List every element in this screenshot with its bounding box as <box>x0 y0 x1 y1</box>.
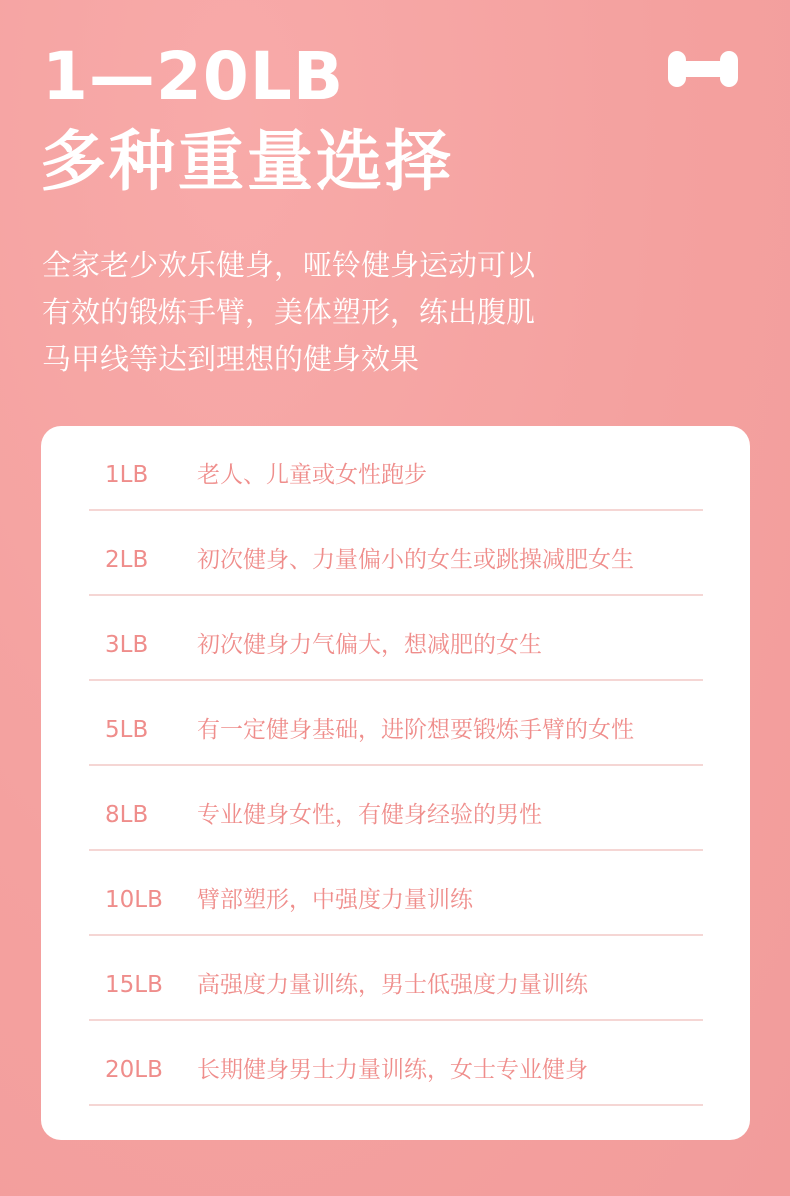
table-row <box>89 936 703 1021</box>
weight-label: 5LB <box>105 717 149 743</box>
table-row <box>89 681 703 766</box>
weight-label: 15LB <box>105 972 163 998</box>
weight-label: 1LB <box>105 462 149 488</box>
weight-description: 长期健身男士力量训练，女士专业健身 <box>197 1057 588 1083</box>
table-row <box>89 1021 703 1106</box>
table-row <box>89 851 703 936</box>
weight-description: 高强度力量训练，男士低强度力量训练 <box>197 972 588 998</box>
weight-label: 8LB <box>105 802 149 828</box>
headline: 1—20LB <box>42 38 345 115</box>
description-line: 马甲线等达到理想的健身效果 <box>42 342 420 376</box>
weight-label: 10LB <box>105 887 163 913</box>
weight-label: 20LB <box>105 1057 163 1083</box>
subheadline: 多种重量选择 <box>40 123 454 200</box>
table-row <box>89 511 703 596</box>
table-row <box>89 596 703 681</box>
weight-description: 老人、儿童或女性跑步 <box>197 462 427 488</box>
description-line: 全家老少欢乐健身，哑铃健身运动可以 <box>42 248 536 282</box>
weight-label: 3LB <box>105 632 149 658</box>
description-line: 有效的锻炼手臂，美体塑形，练出腹肌 <box>42 295 536 329</box>
weight-description: 专业健身女性，有健身经验的男性 <box>197 802 542 828</box>
weight-description: 初次健身、力量偏小的女生或跳操减肥女生 <box>197 547 634 573</box>
dumbbell-icon <box>666 50 740 88</box>
weight-description: 有一定健身基础，进阶想要锻炼手臂的女性 <box>197 717 634 743</box>
weight-description: 初次健身力气偏大，想减肥的女生 <box>197 632 542 658</box>
description <box>42 242 682 383</box>
table-row <box>89 766 703 851</box>
weight-table-card <box>41 426 750 1140</box>
weight-label: 2LB <box>105 547 149 573</box>
table-row <box>89 426 703 511</box>
weight-description: 臂部塑形，中强度力量训练 <box>197 887 473 913</box>
